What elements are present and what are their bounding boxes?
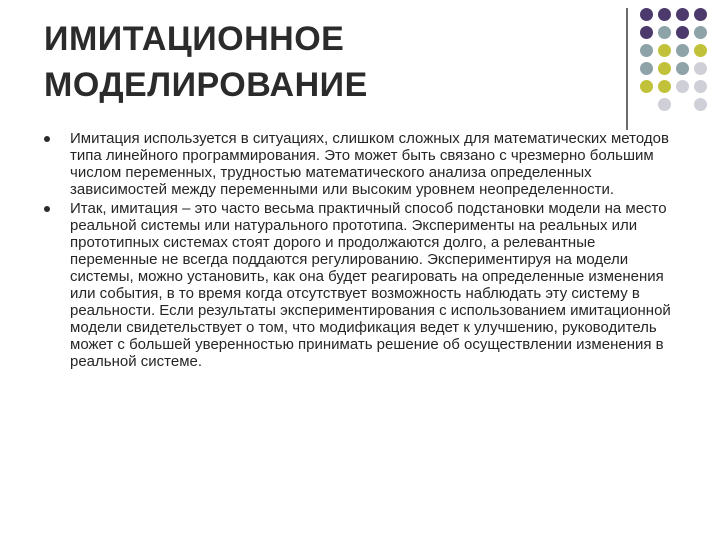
decorative-dot — [694, 98, 707, 111]
decorative-dot — [658, 62, 671, 75]
decorative-dot — [676, 26, 689, 39]
decorative-dot — [640, 8, 653, 21]
decorative-dot — [694, 26, 707, 39]
decorative-dot — [658, 80, 671, 93]
decorative-dot — [676, 44, 689, 57]
bullet-text: Итак, имитация – это часто весьма практичный способ подстановки модели на место реальной системы или натурального прототипа. Эксперименты на реальных или прототипных системах стоят дорого и продолжаются долго, а релевантные переменные не всегда поддаются регулированию. Экспериментируя на модели системы, можно установить, как она будет реагировать на определенные изменения или события, в то время когда отсутствует возможность наблюдать эту систему в реальности. Если результаты экспериментирования с использованием имитационной модели свидетельствует о том, что модификация ведет к улучшению, руководитель может с большей уверенностью принимать решение об осуществлении изменения в реальной системе. — [70, 200, 671, 370]
decorative-dot — [658, 8, 671, 21]
decorative-dot — [640, 62, 653, 75]
bullet-list — [44, 130, 674, 372]
bullet-item — [44, 200, 674, 370]
decorative-dot — [640, 44, 653, 57]
decorative-dot — [694, 44, 707, 57]
decorative-dot — [676, 8, 689, 21]
decorative-dot — [694, 8, 707, 21]
decorative-dot — [658, 44, 671, 57]
decorative-dot — [640, 26, 653, 39]
slide-title-line-2: МОДЕЛИРОВАНИЕ — [44, 66, 368, 104]
bullet-text: Имитация используется в ситуациях, слишком сложных для математических методов типа линейного программирования. Это может быть связано с чрезмерно большим числом переменных, трудностью математического анализа определенных зависимостей между переменными или высоким уровнем неопределенности. — [70, 130, 669, 198]
decorative-divider — [626, 8, 628, 130]
decorative-dot — [676, 80, 689, 93]
decorative-dot — [640, 80, 653, 93]
decorative-dot — [694, 80, 707, 93]
decorative-dot — [658, 98, 671, 111]
slide-title-line-1: ИМИТАЦИОННОЕ — [44, 20, 345, 58]
slide-title — [44, 16, 604, 108]
decorative-dot — [676, 62, 689, 75]
bullet-dot-icon — [44, 136, 50, 142]
bullet-dot-icon — [44, 206, 50, 212]
decorative-dot — [658, 26, 671, 39]
decorative-dot — [694, 62, 707, 75]
decorative-dot-grid — [640, 8, 712, 118]
bullet-item — [44, 130, 674, 198]
